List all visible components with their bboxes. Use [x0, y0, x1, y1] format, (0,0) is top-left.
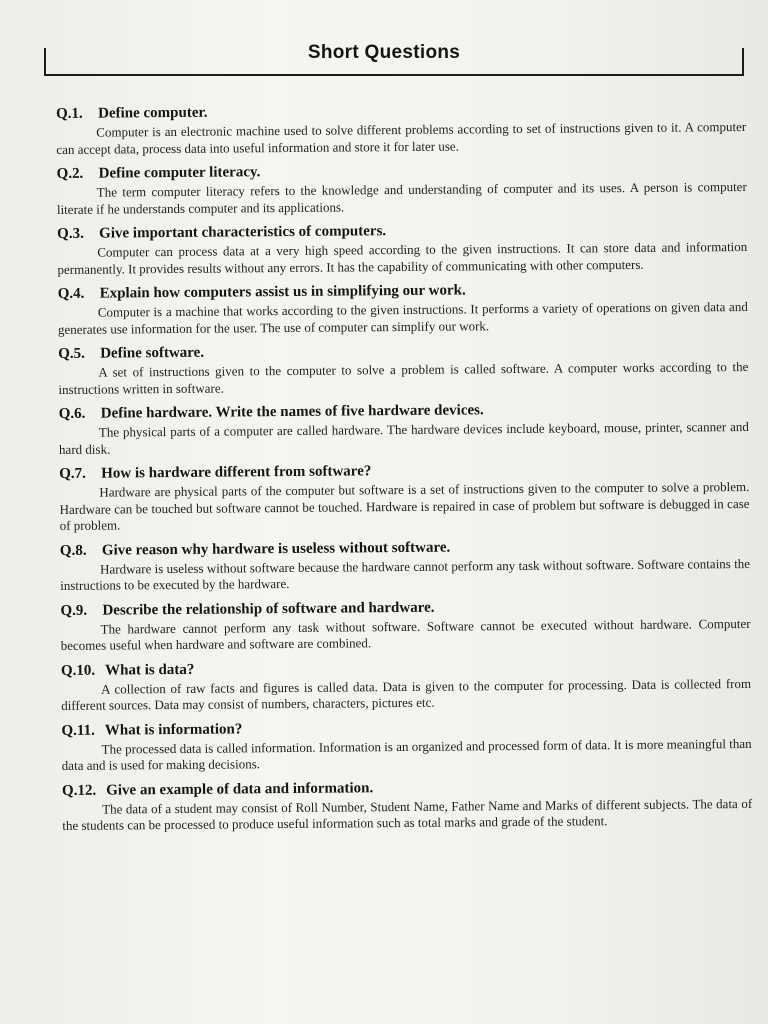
page-title: Short Questions — [307, 42, 461, 63]
question-item-7 — [59, 458, 750, 535]
answer-text: The hardware cannot perform any task without software. Software cannot be executed without hardware. Computer becomes useful when hardware and software are combined. — [60, 615, 751, 653]
question-number: Q.5. — [58, 345, 85, 362]
question-number: Q.6. — [58, 405, 86, 422]
answer-text: The physical parts of a computer are called hardware. The hardware devices include keyboard, mouse, printer, scanner and hard disk. — [58, 418, 749, 457]
answer-text: Computer can process data at a very high speed according to the given instructions. It can store data and information permanently. It provides results without any errors. It has the capability of communicating with other computers. — [57, 238, 748, 277]
question-item-9 — [60, 594, 750, 654]
question-item-5 — [58, 338, 748, 398]
question-text: Give an example of data and information. — [106, 779, 374, 799]
question-text: Define computer literacy. — [98, 164, 261, 182]
question-text: What is data? — [105, 661, 195, 679]
question-text: What is information? — [104, 720, 243, 739]
answer-text: The data of a student may consist of Roll Number, Student Name, Father Name and Marks of different subjects. The data of the students can be processed to produce useful information such as total marks and grade of the student. — [62, 795, 753, 833]
question-number: Q.9. — [60, 602, 88, 619]
question-text: Give important characteristics of computers. — [99, 223, 387, 242]
question-number: Q.12. — [61, 782, 97, 799]
question-item-10 — [61, 654, 751, 714]
question-item-8 — [60, 534, 750, 594]
question-text: Describe the relationship of software and hardware. — [102, 599, 435, 619]
answer-text: Hardware are physical parts of the computer but software is a set of instructions given to the computer to solve a problem. Hardware can be touched but software cannot be touched. Hardware is repaired in case of problem but software is debugged in case of problem. — [59, 478, 750, 533]
question-item-6 — [59, 398, 749, 458]
answer-text: A set of instructions given to the computer to solve a problem is called software. A computer works according to the instructions written in software. — [58, 358, 749, 397]
question-number: Q.10. — [60, 662, 96, 679]
question-number: Q.3. — [57, 225, 84, 242]
answer-text: The processed data is called information. Information is an organized and processed form of data. It is more meaningful than data and is used for making decisions. — [61, 735, 752, 773]
question-item-12 — [62, 774, 752, 834]
answer-text: Computer is a machine that works according to the given instructions. It performs a variety of operations on given data and generates use information for the user. The use of computer can simplify our work. — [57, 298, 748, 337]
question-item-1 — [56, 98, 746, 158]
answer-text: Computer is an electronic machine used to solve different problems according to set of instructions given to it. A computer can accept data, process data into useful information and store it for later use. — [56, 118, 747, 157]
question-item-4 — [58, 278, 748, 338]
question-number: Q.7. — [59, 465, 86, 482]
question-list — [56, 98, 752, 840]
question-text: Give reason why hardware is useless without software. — [101, 539, 451, 559]
question-number: Q.11. — [61, 722, 95, 739]
question-text: Define hardware. Write the names of five hardware devices. — [100, 402, 484, 422]
question-item-3 — [57, 218, 747, 278]
question-number: Q.1. — [56, 105, 83, 122]
question-number: Q.8. — [59, 542, 87, 559]
question-text: How is hardware different from software? — [101, 463, 372, 482]
question-item-11 — [61, 714, 751, 774]
answer-text: Hardware is useless without software because the hardware cannot perform any task without software. Software contains the instructions to be executed by the hardware. — [60, 555, 751, 593]
question-text: Define computer. — [98, 104, 208, 122]
question-text: Define software. — [100, 344, 205, 362]
question-text: Explain how computers assist us in simplifying our work. — [99, 282, 466, 302]
question-number: Q.4. — [57, 285, 85, 302]
question-number: Q.2. — [56, 165, 84, 182]
answer-text: A collection of raw facts and figures is called data. Data is given to the computer for processing. Data is collected from different sources. Data may consist of numbers, characters, pictures etc. — [61, 675, 752, 713]
answer-text: The term computer literacy refers to the knowledge and understanding of computer and its uses. A person is computer literate if he understands computer and its applications. — [56, 178, 747, 217]
question-item-2 — [57, 158, 747, 218]
